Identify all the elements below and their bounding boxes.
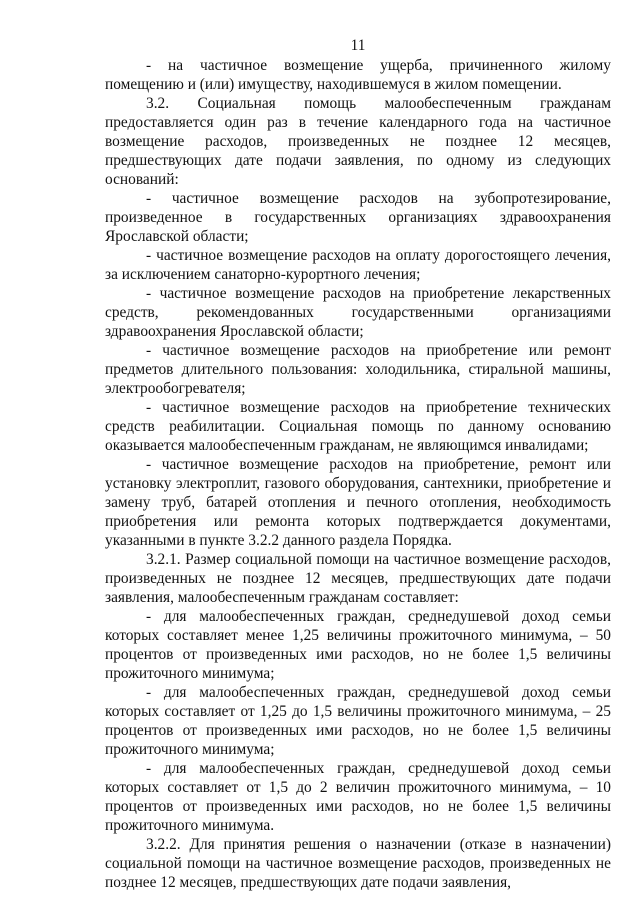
list-item-rehabilitation-means: - частичное возмещение расходов на приобретение технических средств реабилитации. Социальная помощь по данному основанию оказывается малообеспеченным гражданам, не являющимся инвалидами; <box>105 399 611 454</box>
list-item-dental-prosthetics: - частичное возмещение расходов на зубопротезирование, произведенное в государственных организациях здравоохранения Ярославской области; <box>105 190 611 245</box>
paragraph-3-2: 3.2. Социальная помощь малообеспеченным гражданам предоставляется один раз в течение календарного года на частичное возмещение расходов, произведенных не позднее 12 месяцев, предшествующих дате подачи заявления, по одному из следующих оснований: <box>105 95 611 188</box>
list-item-medicines: - частичное возмещение расходов на приобретение лекарственных средств, рекомендованных государственными организациями здравоохранения Ярославской области; <box>105 285 611 340</box>
list-item-household-equipment: - частичное возмещение расходов на приобретение, ремонт или установку электроплит, газового оборудования, сантехники, приобретение и замену труб, батарей отопления и печного отопления, необходимость приобретения или ремонта которых подтверждается документами, указанными в пункте 3.2.2 данного раздела Порядка. <box>105 456 611 549</box>
list-item-income-1-25-to-1-5: - для малообеспеченных граждан, среднедушевой доход семьи которых составляет от 1,25 до 1,5 величины прожиточного минимума, – 25 процентов от произведенных ими расходов, но не более 1,5 величины прожиточного минимума; <box>105 684 611 758</box>
paragraph-damage-compensation: - на частичное возмещение ущерба, причиненного жилому помещению и (или) имуществу, находившемуся в жилом помещении. <box>105 57 611 93</box>
list-item-durable-goods: - частичное возмещение расходов на приобретение или ремонт предметов длительного пользования: холодильника, стиральной машины, электрообогревателя; <box>105 342 611 397</box>
list-item-income-1-5-to-2: - для малообеспеченных граждан, среднедушевой доход семьи которых составляет от 1,5 до 2 величин прожиточного минимума, – 10 процентов от произведенных ими расходов, но не более 1,5 величины прожиточного минимума. <box>105 760 611 834</box>
paragraph-3-2-2: 3.2.2. Для принятия решения о назначении (отказе в назначении) социальной помощи на частичное возмещение расходов, произведенных не позднее 12 месяцев, предшествующих дате подачи заявления, <box>105 836 611 891</box>
page-number: 11 <box>350 37 366 54</box>
paragraph-3-2-1: 3.2.1. Размер социальной помощи на частичное возмещение расходов, произведенных не позднее 12 месяцев, предшествующих дате подачи заявления, малообеспеченным гражданам составляет: <box>105 551 611 606</box>
list-item-income-below-1-25: - для малообеспеченных граждан, среднедушевой доход семьи которых составляет менее 1,25 величины прожиточного минимума, – 50 процентов от произведенных ими расходов, но не более 1,5 величины прожиточного минимума; <box>105 608 611 682</box>
list-item-expensive-treatment: - частичное возмещение расходов на оплату дорогостоящего лечения, за исключением санаторно-курортного лечения; <box>105 247 611 283</box>
